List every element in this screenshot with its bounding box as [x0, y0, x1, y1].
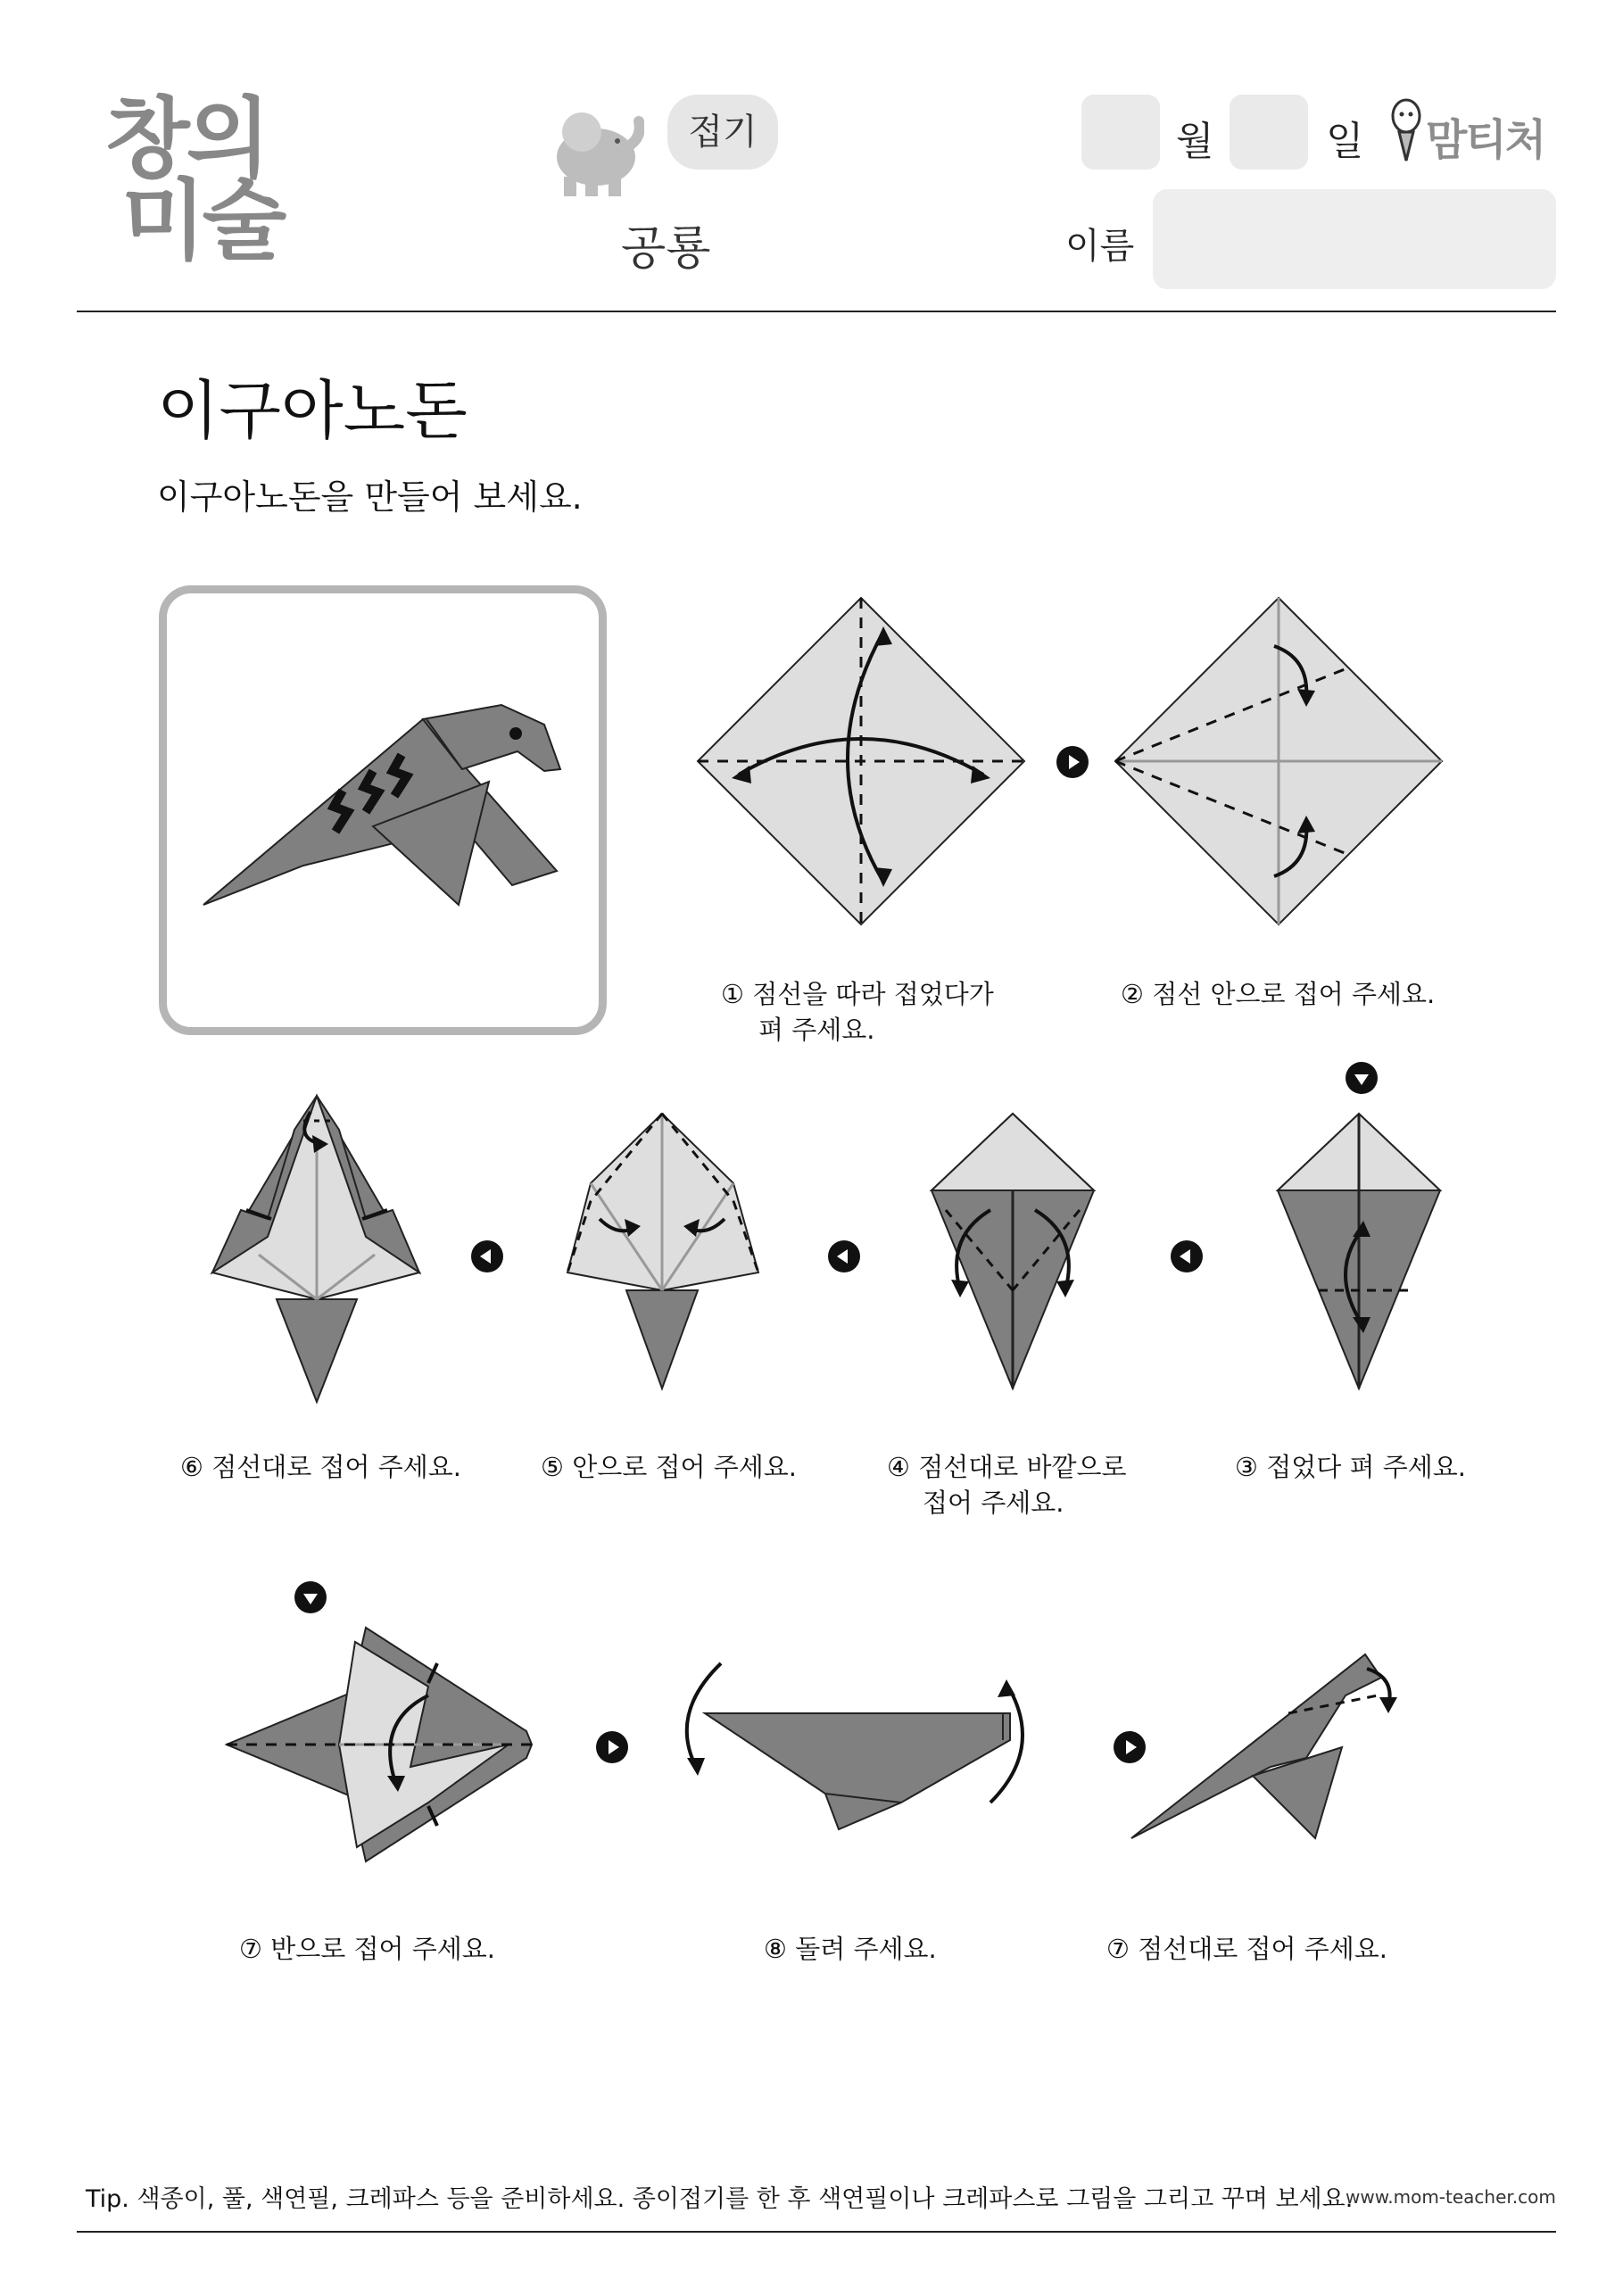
step7-diagram [223, 1624, 544, 1865]
step3-diagram [1274, 1112, 1444, 1397]
step5-caption [541, 1449, 797, 1485]
step9-diagram [1128, 1642, 1404, 1847]
prev-arrow-icon [1171, 1240, 1203, 1272]
logo-line1: 창의 [105, 88, 268, 190]
finished-dinosaur-illustration [159, 585, 605, 1032]
month-field[interactable] [1081, 95, 1160, 170]
step2-caption-line1: ② 점선 안으로 접어 주세요. [1121, 979, 1436, 1009]
name-field[interactable] [1153, 189, 1556, 289]
next-arrow-icon [1056, 746, 1089, 778]
header-divider [77, 311, 1556, 312]
step1-caption [721, 976, 994, 1048]
step8-caption [764, 1931, 937, 1967]
step5-diagram [564, 1112, 760, 1397]
name-label: 이름 [1065, 226, 1135, 267]
step8-caption-line1: ⑧ 돌려 주세요. [764, 1934, 937, 1964]
prev-arrow-icon [471, 1240, 503, 1272]
step1-caption-line1: ① 점선을 따라 접었다가 [721, 979, 994, 1009]
step4-caption-line1: ④ 점선대로 바깥으로 [887, 1452, 1127, 1482]
step2-diagram [1114, 596, 1444, 926]
step3-caption-line1: ③ 접었다 펴 주세요. [1235, 1452, 1466, 1482]
step4-caption-line2: 접어 주세요. [923, 1488, 1064, 1518]
step6-caption-line1: ⑥ 점선대로 접어 주세요. [180, 1452, 461, 1482]
step9-caption-line1: ⑦ 점선대로 접어 주세요. [1106, 1934, 1387, 1964]
step8-diagram [678, 1660, 1035, 1838]
step1-caption-line2: 펴 주세요. [758, 1015, 875, 1045]
elephant-icon [546, 105, 644, 200]
step5-caption-line1: ⑤ 안으로 접어 주세요. [541, 1452, 797, 1482]
prev-arrow-icon [828, 1240, 860, 1272]
subject-label: 공룡 [621, 222, 711, 276]
category-badge: 접기 [667, 95, 778, 170]
brand-logo: 맘티처 [1426, 115, 1545, 165]
pencil-mascot-icon [1388, 96, 1424, 164]
step1-diagram [696, 596, 1026, 926]
page-subtitle: 이구아노돈을 만들어 보세요. [157, 477, 583, 517]
step6-caption [180, 1449, 461, 1485]
step4-diagram [928, 1112, 1097, 1397]
step3-caption [1235, 1449, 1466, 1485]
step6-diagram [205, 1094, 428, 1406]
page-title: 이구아노돈 [157, 373, 468, 448]
logo [105, 88, 284, 272]
logo-line2: 미술 [121, 170, 284, 272]
footer-tip: Tip. 색종이, 풀, 색연필, 크레파스 등을 준비하세요. 종이접기를 한 후 색연필이나 크레파스로 그림을 그리고 꾸며 보세요. [86, 2185, 1354, 2213]
next-arrow-icon [596, 1731, 628, 1763]
step4-caption [887, 1449, 1127, 1521]
step9-caption [1106, 1931, 1387, 1967]
footer-divider [77, 2231, 1556, 2233]
down-arrow-icon [1346, 1062, 1378, 1094]
step7-caption-line1: ⑦ 반으로 접어 주세요. [239, 1934, 495, 1964]
day-label: 일 [1326, 119, 1364, 164]
step7-caption [239, 1931, 495, 1967]
footer-url[interactable]: www.mom-teacher.com [1346, 2186, 1556, 2208]
down-arrow-icon [294, 1581, 327, 1613]
step2-caption [1121, 976, 1435, 1012]
day-field[interactable] [1230, 95, 1308, 170]
month-label: 월 [1176, 119, 1214, 164]
